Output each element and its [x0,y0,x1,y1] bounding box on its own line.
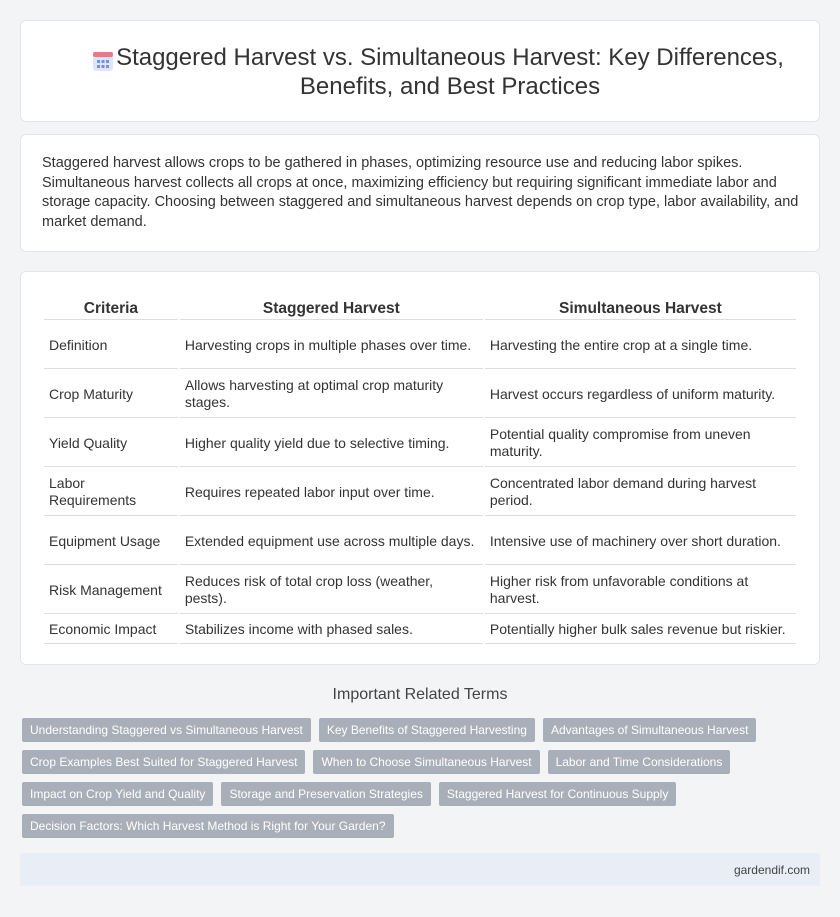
header-criteria: Criteria [44,296,178,320]
footer-site-link[interactable]: gardendif.com [733,863,810,877]
related-term-tag[interactable]: Advantages of Simultaneous Harvest [543,718,756,742]
row-criteria: Labor Requirements [44,469,178,516]
row-staggered: Stabilizes income with phased sales. [180,616,483,644]
row-staggered: Harvesting crops in multiple phases over time. [180,322,483,369]
related-term-tag[interactable]: Crop Examples Best Suited for Staggered Harvest [22,750,305,774]
comparison-table [42,294,798,646]
related-term-tag[interactable]: Understanding Staggered vs Simultaneous Harvest [22,718,311,742]
title-card [20,20,820,122]
row-simultaneous: Potential quality compromise from uneven maturity. [485,420,796,467]
related-term-tag[interactable]: When to Choose Simultaneous Harvest [313,750,539,774]
row-simultaneous: Harvest occurs regardless of uniform maturity. [485,371,796,418]
row-staggered: Requires repeated labor input over time. [180,469,483,516]
row-criteria: Economic Impact [44,616,178,644]
header-simultaneous: Simultaneous Harvest [485,296,796,320]
row-criteria: Equipment Usage [44,518,178,565]
table-row [44,371,796,418]
related-term-tag[interactable]: Staggered Harvest for Continuous Supply [439,782,676,806]
row-staggered: Allows harvesting at optimal crop maturity stages. [180,371,483,418]
row-simultaneous: Intensive use of machinery over short duration. [485,518,796,565]
row-simultaneous: Concentrated labor demand during harvest period. [485,469,796,516]
table-row [44,567,796,614]
row-staggered: Reduces risk of total crop loss (weather, pests). [180,567,483,614]
row-staggered: Higher quality yield due to selective timing. [180,420,483,467]
row-simultaneous: Higher risk from unfavorable conditions at harvest. [485,567,796,614]
page-title: Staggered Harvest vs. Simultaneous Harvest: Key Differences, Benefits, and Best Practices [116,44,784,100]
intro-card [20,134,820,252]
related-terms-list [22,718,812,838]
row-simultaneous: Harvesting the entire crop at a single time. [485,322,796,369]
header-staggered: Staggered Harvest [180,296,483,320]
intro-paragraph: Staggered harvest allows crops to be gathered in phases, optimizing resource use and reducing labor spikes. Simultaneous harvest collects all crops at once, maximizing efficiency but requiring significant immediate labor and storage capacity. Choosing between staggered and simultaneous harvest depends on crop type, labor availability, and market demand. [42,155,799,230]
table-row [44,420,796,467]
footer-bar [20,853,820,886]
related-terms-heading: Important Related Terms [332,686,508,703]
table-row [44,322,796,369]
related-term-tag[interactable]: Decision Factors: Which Harvest Method is Right for Your Garden? [22,814,394,838]
row-simultaneous: Potentially higher bulk sales revenue but riskier. [485,616,796,644]
row-criteria: Yield Quality [44,420,178,467]
row-staggered: Extended equipment use across multiple days. [180,518,483,565]
table-row [44,518,796,565]
related-term-tag[interactable]: Labor and Time Considerations [548,750,731,774]
related-term-tag[interactable]: Storage and Preservation Strategies [221,782,430,806]
table-row [44,616,796,644]
row-criteria: Definition [44,322,178,369]
comparison-card [20,271,820,665]
row-criteria: Crop Maturity [44,371,178,418]
table-header-row [44,296,796,320]
related-term-tag[interactable]: Impact on Crop Yield and Quality [22,782,213,806]
row-criteria: Risk Management [44,567,178,614]
table-row [44,469,796,516]
related-term-tag[interactable]: Key Benefits of Staggered Harvesting [319,718,535,742]
